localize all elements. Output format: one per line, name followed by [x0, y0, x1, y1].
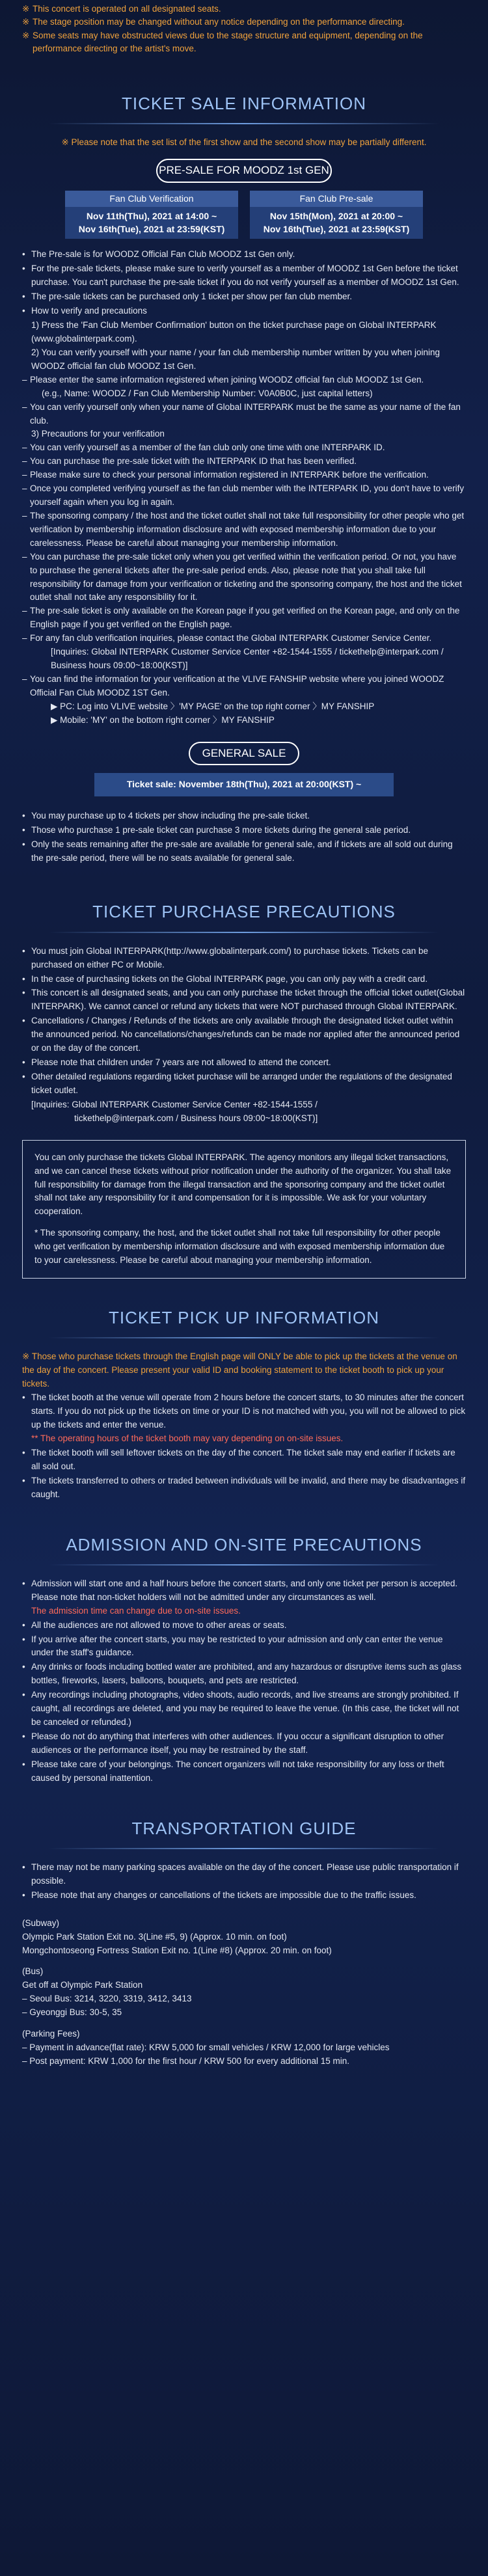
inquiry-line: tickethelp@interpark.com / Business hours 09:00~18:00(KST)]	[74, 1113, 318, 1123]
verification-step: – For any fan club verification inquiries, please contact the Global INTERPARK Customer Service Center.	[22, 632, 466, 645]
section-divider	[49, 932, 439, 933]
verification-step: (e.g., Name: WOODZ / Fan Club Membership Number: V0A0B0C, just capital letters)	[42, 388, 373, 398]
verification-step: – You can purchase the pre-sale ticket with the INTERPARK ID that has been verified.	[22, 455, 466, 468]
list-item: • If you arrive after the concert starts, you may be restricted to your admission and only can enter the venue under the staff's guidance.	[22, 1633, 466, 1661]
verification-steps	[22, 319, 466, 727]
list-item: • Any recordings including photographs, video shoots, audio records, and live streams are strongly prohibited. If caught, all recordings are deleted, and you may be required to leave the venue. (In this case, the ticket will not be canceled or refunded.)	[22, 1688, 466, 1729]
section-title-transport: TRANSPORTATION GUIDE	[131, 1818, 357, 1838]
bus-line: Get off at Olympic Park Station	[22, 1980, 143, 1990]
subway-block	[22, 1917, 466, 1958]
date-line: Nov 11th(Thu), 2021 at 14:00 ~	[86, 211, 217, 222]
illegal-transaction-box	[22, 1140, 466, 1279]
red-note: ** The operating hours of the ticket booth may vary depending on on-site issues.	[31, 1433, 344, 1443]
list-item: • The pre-sale tickets can be purchased only 1 ticket per show per fan club member.	[22, 290, 466, 304]
presale-date-box	[250, 191, 423, 239]
verification-step: – You can purchase the pre-sale ticket only when you get verified within the verification period. Or not, you have to purchase the general tickets after the pre-sale period ends. Also, please note that you shall take full responsibility for damage from your verification or ticketing and the sponsoring company, the host and the ticket outlet shall not take any responsibility for it.	[22, 550, 466, 605]
parking-heading: (Parking Fees)	[22, 2029, 80, 2039]
presale-pill: PRE-SALE FOR MOODZ 1st GEN	[156, 159, 332, 182]
inquiry-line: [Inquiries: Global INTERPARK Customer Service Center +82-1544-1555 /	[31, 1099, 318, 1109]
subway-line: Olympic Park Station Exit no. 3(Line #5, 9) (Approx. 10 min. on foot)	[22, 1931, 287, 1942]
list-item: • Please do not do anything that interferes with other audiences. If you occur a significant disruption to other audiences or the performance itself, you may be restrained by the staff.	[22, 1730, 466, 1757]
list-item: • The ticket booth will sell leftover tickets on the day of the concert. The ticket sale may end earlier if tickets are all sold out.	[22, 1446, 466, 1474]
presale-date-boxes	[22, 191, 466, 239]
list-item: • All the audiences are not allowed to move to other areas or seats.	[22, 1619, 466, 1633]
date-line: Nov 15th(Mon), 2021 at 20:00 ~	[269, 211, 403, 222]
bus-line: – Gyeonggi Bus: 30-5, 35	[22, 2007, 122, 2018]
pickup-bullets	[22, 1391, 466, 1501]
verification-step: [Inquiries: Global INTERPARK Customer Service Center +82-1544-1555 / tickethelp@interpark.com / Business hours 09:00~18:00(KST)]	[51, 647, 444, 671]
pickup-orange-note: ※ Those who purchase tickets through the English page will ONLY be able to pick up the tickets at the venue on the day of the concert. Please present your valid ID and booking statement to the ticket booth to pick up your tickets.	[22, 1351, 457, 1389]
note-line: ※ The stage position may be changed without any notice depending on the performance directing.	[22, 17, 405, 27]
verification-step: 2) You can verify yourself with your name / your fan club membership number written by you when joining WOODZ official fan club MOODZ 1st Gen.	[31, 347, 441, 371]
bus-line: – Seoul Bus: 3214, 3220, 3319, 3412, 3413	[22, 1994, 192, 2004]
red-note: The admission time can change due to on-site issues.	[31, 1605, 241, 1616]
section-divider	[49, 1337, 439, 1338]
verification-step: – You can find the information for your verification at the VLIVE FANSHIP website where you joined WOODZ Official Fan Club MOODZ 1ST Gen.	[22, 673, 466, 700]
note-line: ※ Some seats may have obstructed views due to the stage structure and equipment, depending on the performance directing or the artist's move.	[22, 30, 423, 53]
list-item: • There may not be many parking spaces available on the day of the concert. Please use public transportation if possible.	[22, 1861, 466, 1888]
list-item: • Only the seats remaining after the pre-sale are available for general sale, and if tickets are all sold out during the pre-sale period, there will be no seats available for general sale.	[22, 838, 466, 865]
subway-heading: (Subway)	[22, 1918, 60, 1928]
verification-date-box	[65, 191, 238, 239]
bus-block	[22, 1965, 466, 2020]
box-paragraph: You can only purchase the tickets Global INTERPARK. The agency monitors any illegal ticket transactions, and we can cancel these tickets without prior notification under the authority of the organizer. You shall take full responsibility for damage from the illegal transaction and the sponsoring company and the ticket outlet shall not take any responsibility for it and compensation for it is impossible. We ask for your voluntary cooperation.	[34, 1152, 452, 1217]
list-item: • You must join Global INTERPARK(http://www.globalinterpark.com/) to purchase tickets. Tickets can be purchased on either PC or Mobile.	[22, 945, 466, 972]
list-item: • The tickets transferred to others or traded between individuals will be invalid, and there may be disadvantages if caught.	[22, 1474, 466, 1502]
list-item: • For the pre-sale tickets, please make sure to verify yourself as a member of MOODZ 1st Gen before the ticket purchase. You can't purchase the pre-sale ticket if you do not verify yourself as a member of MOODZ 1st Gen.	[22, 262, 466, 290]
parking-block	[22, 2027, 466, 2068]
verification-step: 1) Press the 'Fan Club Member Confirmation' button on the ticket purchase page on Global INTERPARK (www.globalinterpark.com).	[31, 320, 437, 344]
purchase-bullets	[22, 945, 466, 1098]
date-line: Nov 16th(Tue), 2021 at 23:59(KST)	[78, 223, 225, 234]
verification-step: ▶ PC: Log into VLIVE website 〉'MY PAGE' on the top right corner 〉MY FANSHIP	[51, 701, 375, 711]
general-sale-bullets	[22, 809, 466, 865]
list-item: • In the case of purchasing tickets on the Global INTERPARK page, you can only pay with a credit card.	[22, 973, 466, 986]
parking-line: – Payment in advance(flat rate): KRW 5,000 for small vehicles / KRW 12,000 for large vehicles	[22, 2042, 390, 2053]
section-title-purchase: TICKET PURCHASE PRECAUTIONS	[92, 902, 396, 922]
list-item: • Other detailed regulations regarding ticket purchase will be arranged under the regulations of the designated ticket outlet.	[22, 1070, 466, 1098]
list-item: • Those who purchase 1 pre-sale ticket can purchase 3 more tickets during the general sale period.	[22, 824, 466, 837]
subway-line: Mongchontoseong Fortress Station Exit no. 1(Line #8) (Approx. 20 min. on foot)	[22, 1945, 332, 1955]
general-sale-bar: Ticket sale: November 18th(Thu), 2021 at 20:00(KST) ~	[94, 773, 394, 796]
section-divider	[49, 1848, 439, 1849]
verification-step: – You can verify yourself as a member of the fan club only one time with one INTERPARK ID.	[22, 441, 466, 455]
verification-step: 3) Precautions for your verification	[31, 429, 165, 439]
list-item: • Please note that children under 7 years are not allowed to attend the concert.	[22, 1056, 466, 1070]
top-notes	[22, 0, 466, 55]
date-box-body	[250, 207, 423, 239]
box-paragraph: * The sponsoring company, the host, and the ticket outlet shall not take full responsibility for other people who get verification by membership information disclosure and with exposed membership information due to your carelessness. Please be careful about managing your membership information.	[34, 1228, 445, 1266]
date-box-head: Fan Club Verification	[65, 191, 238, 208]
list-item: • The ticket booth at the venue will operate from 2 hours before the concert starts, to 30 minutes after the concert starts. If you do not pick up the tickets on time or your ID is not matched with you, you will not be allowed to pick up the tickets and enter the venue. ** The operating hours of the ticket booth may vary depending on on-site issues.	[22, 1391, 466, 1446]
presale-bullets	[22, 248, 466, 318]
section-title-pickup: TICKET PICK UP INFORMATION	[108, 1308, 380, 1328]
list-item: • Please take care of your belongings. The concert organizers will not take responsibility for any loss or theft caused by personal inattention.	[22, 1758, 466, 1785]
verification-step: – The sponsoring company / the host and the ticket outlet shall not take full responsibility for other people who get verification by membership information disclosure and with exposed membership information due to your carelessness. Please be careful about managing your membership information.	[22, 509, 466, 550]
section-divider	[49, 123, 439, 124]
section-title-admission: ADMISSION AND ON-SITE PRECAUTIONS	[66, 1534, 422, 1554]
set-list-note: ※ Please note that the set list of the first show and the second show may be partially different.	[61, 137, 427, 148]
transport-bullets	[22, 1861, 466, 1903]
list-item: • This concert is all designated seats, and you can only purchase the ticket through the official ticket outlet(Global INTERPARK). We cannot cancel or refund any tickets that were NOT purchased through Global INTERPARK.	[22, 986, 466, 1014]
section-divider	[49, 1564, 439, 1566]
verification-step: – Please make sure to check your personal information registered in INTERPARK before the verification.	[22, 468, 466, 482]
list-item: • Please note that any changes or cancellations of the tickets are impossible due to the traffic issues.	[22, 1889, 466, 1903]
date-box-body	[65, 207, 238, 239]
parking-line: – Post payment: KRW 1,000 for the first hour / KRW 500 for every additional 15 min.	[22, 2056, 349, 2066]
list-item: • Any drinks or foods including bottled water are prohibited, and any hazardous or disruptive items such as glass bottles, fireworks, lasers, balloons, bouquets, and pets are restricted.	[22, 1661, 466, 1688]
verification-step: – The pre-sale ticket is only available on the Korean page if you get verified on the Korean page, and only on the English page if you get verified on the English page.	[22, 604, 466, 632]
list-item: • The Pre-sale is for WOODZ Official Fan Club MOODZ 1st Gen only.	[22, 248, 466, 262]
date-box-head: Fan Club Pre-sale	[250, 191, 423, 208]
verification-step: – You can verify yourself only when your name of Global INTERPARK must be the same as your name of the fan club.	[22, 401, 466, 428]
list-item: • How to verify and precautions	[22, 305, 466, 318]
date-line: Nov 16th(Tue), 2021 at 23:59(KST)	[263, 223, 410, 234]
general-sale-pill: GENERAL SALE	[189, 742, 299, 765]
list-item: • Admission will start one and a half hours before the concert starts, and only one ticket per person is accepted. Please note that non-ticket holders will not be admitted under any circumstances as well. The admission time can change due to on-site issues.	[22, 1577, 466, 1618]
admission-bullets	[22, 1577, 466, 1785]
list-item: • You may purchase up to 4 tickets per show including the pre-sale ticket.	[22, 809, 466, 823]
verification-step: – Once you completed verifying yourself as the fan club member with the INTERPARK ID, you don't have to verify yourself again when you log in again.	[22, 482, 466, 509]
note-line: ※ This concert is operated on all designated seats.	[22, 4, 221, 14]
section-title-ticket-sale: TICKET SALE INFORMATION	[122, 94, 366, 113]
bus-heading: (Bus)	[22, 1966, 44, 1977]
verification-step: ▶ Mobile: 'MY' on the bottom right corner 〉MY FANSHIP	[51, 714, 275, 725]
verification-step: – Please enter the same information registered when joining WOODZ official fan club MOODZ 1st Gen.	[22, 373, 466, 387]
list-item: • Cancellations / Changes / Refunds of the tickets are only available through the designated ticket outlet within the announced period. No cancellations/changes/refunds can be made nor applied after the announced period or on the day of the concert.	[22, 1014, 466, 1055]
